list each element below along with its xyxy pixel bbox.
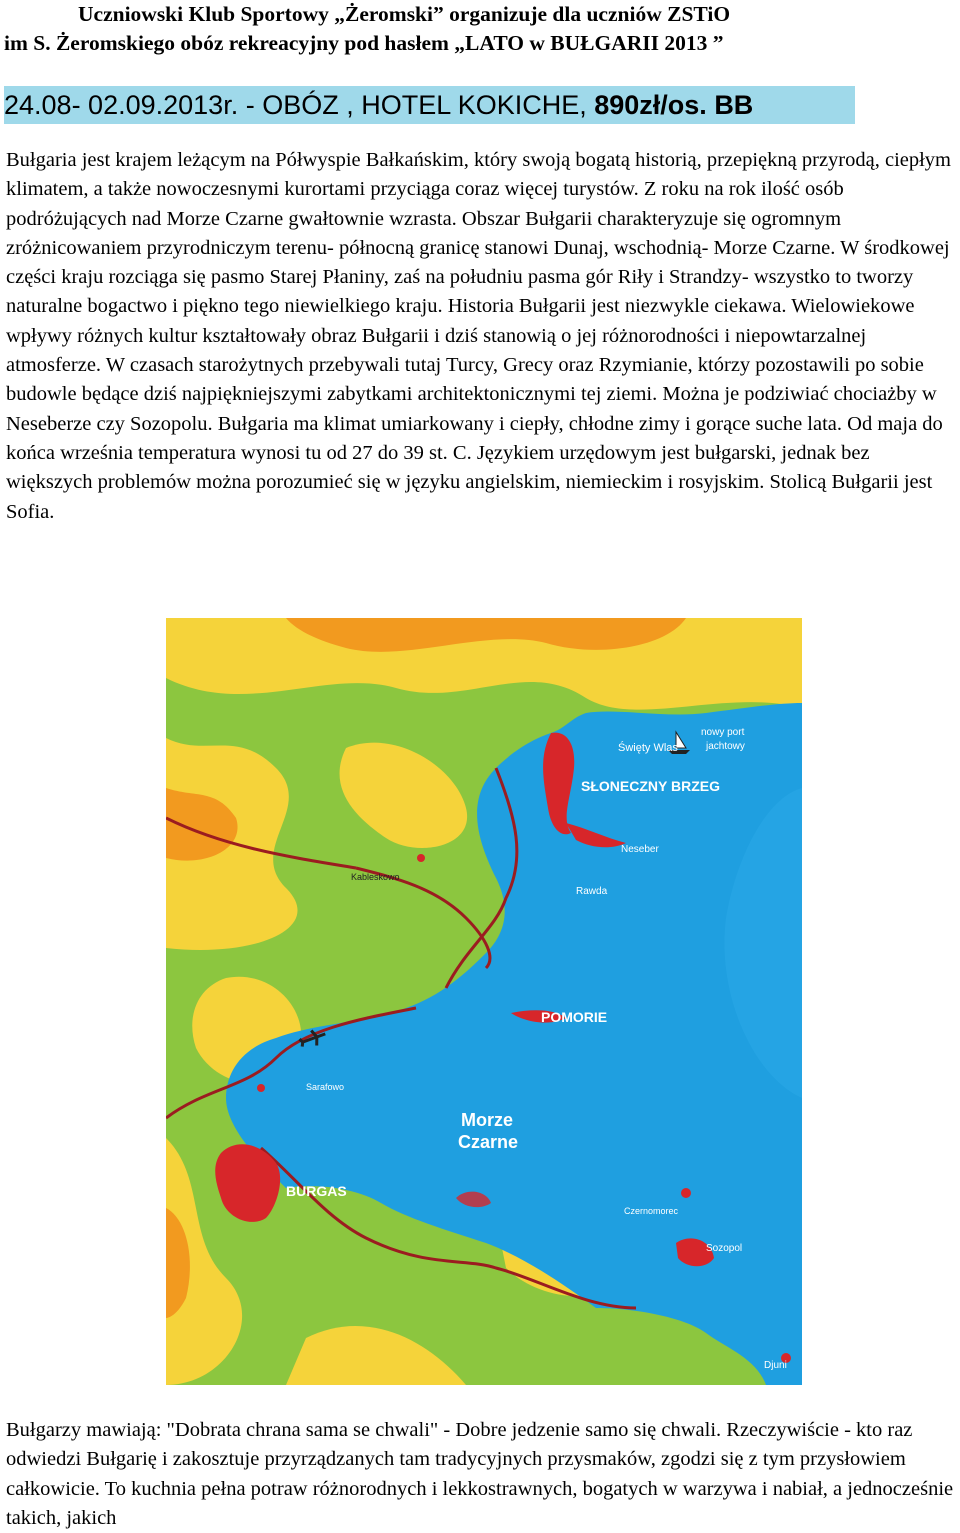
label-rawda: Rawda xyxy=(576,886,608,897)
label-sarafowo: Sarafowo xyxy=(306,1082,345,1092)
label-sloneczny-brzeg: SŁONECZNY BRZEG xyxy=(581,778,720,794)
header-line-2: im S. Żeromskiego obóz rekreacyjny pod hasłem „LATO w BUŁGARII 2013 ” xyxy=(4,31,724,55)
label-burgas: BURGAS xyxy=(286,1183,347,1199)
label-neseber: Neseber xyxy=(621,844,659,855)
region-map xyxy=(166,618,802,1385)
label-kableskowo: Kableskowo xyxy=(351,872,400,882)
label-nowy-port: nowy port xyxy=(701,727,745,738)
label-jachtowy: jachtowy xyxy=(706,741,745,752)
label-djuni: Djuni xyxy=(764,1360,787,1371)
header-line-1: Uczniowski Klub Sportowy „Żeromski” organizuje dla uczniów ZSTiO xyxy=(78,2,731,26)
label-sozopol: Sozopol xyxy=(706,1243,743,1254)
label-swiety-wlas: Święty Wlas xyxy=(618,742,678,754)
camp-price: 890zł/os. BB xyxy=(594,90,754,120)
camp-dates-text: 24.08- 02.09.2013r. - OBÓZ , HOTEL KOKICHE, xyxy=(4,90,595,120)
camp-dates-banner xyxy=(4,86,855,124)
label-morze: Morze xyxy=(461,1110,514,1130)
label-pomorie: POMORIE xyxy=(541,1009,608,1025)
label-czernomorec: Czernomorec xyxy=(624,1206,679,1216)
label-czarne: Czarne xyxy=(458,1132,519,1152)
outro-paragraph: Bułgarzy mawiają: "Dobrata chrana sama se chwali" - Dobre jedzenie samo się chwali. Rzeczywiście - kto raz odwiedzi Bułgarię i zakosztuje przyrządzanych tam tradycyjnych przysmaków, zgodzi się z tym przysłowiem całkowicie. To kuchnia pełna potraw różnorodnych i lekkostrawnych, bogatych w warzywa i nabiał, a jednocześnie takich, jakich xyxy=(6,1419,954,1529)
intro-paragraph: Bułgaria jest krajem leżącym na Półwyspie Bałkańskim, który swoją bogatą historią, przepiękną przyrodą, ciepłym klimatem, a także nowoczesnymi kurortami przyciąga coraz więcej turystów. Z roku na rok ilość osób podróżujących nad Morze Czarne gwałtownie wzrasta. Obszar Bułgarii charakteryzuje się ogromnym zróżnicowaniem przyrodniczym terenu- północną granicę stanowi Dunaj, wschodnią- Morze Czarne. W środkowej części kraju rozciąga się pasmo Starej Płaniny, zaś na południu pasma gór Riły i Strandzy- wszystko to tworzy naturalne bogactwo i piękno tego niewielkiego kraju. Historia Bułgarii jest niezwykle ciekawa. Wielowiekowe wpływy różnych kultur kształtowały obraz Bułgarii i dziś stanowią o jej różnorodności i niepowtarzalnej atmosferze. W czasach starożytnych przebywali tutaj Turcy, Grecy oraz Rzymianie, którzy pozostawili po sobie budowle będące dziś najpiękniejszymi zabytkami architektonicznymi tej ziemi. Można je podziwiać chociażby w Neseberze czy Sozopolu. Bułgaria ma klimat umiarkowany i ciepły, chłodne zimy i gorące suche lata. Od maja do końca września temperatura wynosi tu od 27 do 39 st. C. Językiem urzędowym jest bułgarski, jednak bez większych problemów można porozumieć się w języku angielskim, niemieckim i rosyjskim. Stolicą Bułgarii jest Sofia. xyxy=(6,149,952,523)
